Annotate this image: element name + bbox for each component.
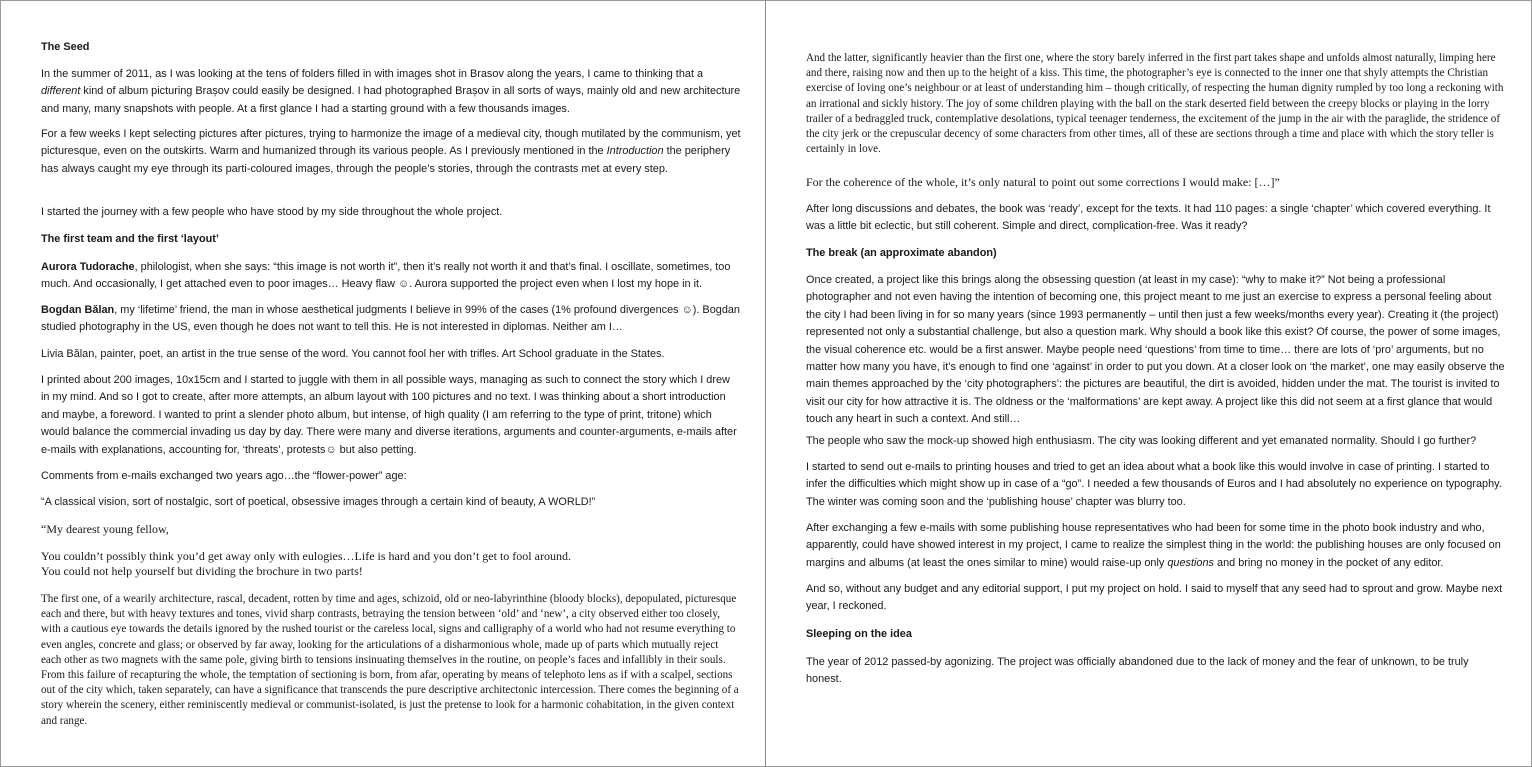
quote-classical-vision: “A classical vision, sort of nostalgic, sort of poetical, obsessive images through a certain kind of beauty, A WORLD!” [41,496,596,508]
paragraph-printed-images: I printed about 200 images, 10x15cm and I started to juggle with them in all possible ways, managing as such to connect the story which I drew in my mind. And so I got to create, after more attempts, an album layout with 100 pictures and no text. I was thinking about a short introduction and maybe, a foreword. I wanted to print a slender photo album, but intense, of high quality (I am referring to the type of print, tritone) which would balance the commercial invading us day by day. There were many and diverse iterations, arguments and counter-arguments, e-mails after e-mails with explanations, accounting for, ‘threats’, protests☺ but also petting. [41,374,737,456]
paragraph-on-hold: And so, without any budget and any editorial support, I put my project on hold. I said to myself that any seed had to sprout and grow. Maybe next year, I reckoned. [806,583,1503,613]
paragraph-why-make-it: Once created, a project like this brings along the obsessing question (at least in my case): “why to make it?” Not being a professional photographer and not even having the intention of becoming one, this project meant to me just an exercise to express a personal feeling about the city I had been living in for so many years (since 1993 permanently – until then just a few weeks/months every year). Creating it (the project) represented not only a substantial challenge, but also a question mark. Why should a book like this exist? Of course, the power of some images, the visual coherence etc. would be a first answer. Maybe people need ‘questions’ from time to time… there are lots of ‘pro’ arguments, but no matter how many you have, it’s enough to find one ‘against’ in order to put you down. At a closer look on ‘the market’, one may easily observe the main themes approached by the ‘city photographers’: the pictures are beautiful, the dirt is avoided, hidden under the mat. The tourist is invited to visit our city for how attractive it is. The oldness or the ‘malformations’ are kept away. A project like this did not seem at a first glance that would touch any heart in such a context. And still… [806,274,1505,426]
paragraph-2012: The year of 2012 passed-by agonizing. The project was officially abandoned due to the lack of money and the fear of unknown, to be truly honest. [806,656,1469,686]
paragraph-seed-2: For a few weeks I kept selecting pictures after pictures, trying to harmonize the image of a medieval city, though mutilated by the communism, yet picturesque, even on the outskirts. Warm and humanized through its various people. As I previously mentioned in the Introduction the periphery has always caught my eye through its parti-coloured images, through the people’s stories, through the contrasts met at every step. [41,128,741,175]
paragraph-publishing-houses: After exchanging a few e-mails with some publishing house representatives who had been for some time in the photo book industry and who, apparently, could have showed interest in my project, I came to realize the simplest thing in the world: the publishing houses are only focused on margins and albums (at least the ones similar to mine) would raise-up only questions and bring no money in the pocket of any editor. [806,522,1501,569]
paragraph-comments-intro: Comments from e-mails exchanged two years ago…the “flower-power” age: [41,470,407,482]
heading-the-break: The break (an approximate abandon) [806,247,997,259]
left-page [41,0,741,767]
quote-eulogies [41,549,741,579]
quote-line-two-parts: You could not help yourself but dividing the brochure in two parts! [41,564,363,579]
quote-corrections: For the coherence of the whole, it’s only natural to point out some corrections I would make: […]” [806,175,1280,189]
heading-first-team: The first team and the first ‘layout’ [41,233,219,245]
paragraph-aurora: Aurora Tudorache, philologist, when she says: “this image is not worth it”, then it’s really not worth it and that’s final. I oscillate, sometimes, too much. And occasionally, I get attached even to poor images… Heavy flaw ☺. Aurora supported the project even when I lost my hope in it. [41,261,731,291]
heading-sleeping: Sleeping on the idea [806,628,912,640]
paragraph-seed-3: I started the journey with a few people who have stood by my side throughout the whole project. [41,206,503,218]
quote-first-part: The first one, of a wearily architecture, rascal, decadent, rotten by time and ages, schizoid, old or neo-labyrinthine (bloody blocks), depopulated, picturesque each and there, but with heavy textures and tones, vivid sharp contrasts, betraying the tension between ‘old’ and ‘new’, a city observed either too closely, with a cautious eye towards the details ignored by the rushed tourist or the careless local, signs and calligraphy of a world who had not resume everything to even angles, concrete and glass; or observed by far away, looking for the articulations of a disharmonious whole, made up of parts which mutually reject each other as two magnets with the same pole, giving birth to tensions insinuating themselves in the routine, on people’s faces and infallibly in their souls. From this failure of recapturing the whole, the temptation of sectioning is born, from afar, operating by means of telephoto lens as if with a scalpel, sections out of the city which, taken separately, can have a significance that transcends the pure descriptive architectonic intercession. There comes the beginning of a story wherein the scenery, either reminiscently medieval or communist-isolated, is just the pretense to look for a harmonic cohabitation, in the given context and range. [41,593,739,727]
quote-dearest-fellow: “My dearest young fellow, [41,522,169,536]
paragraph-bogdan: Bogdan Bălan, my ‘lifetime’ friend, the man in whose aesthetical judgments I believe in 99% of the cases (1% profound divergences ☺). Bogdan studied photography in the US, even though he does not want to tell this. He is not interested in diplomas. Neither am I… [41,304,740,334]
paragraph-seed-1: In the summer of 2011, as I was looking at the tens of folders filled in with images shot in Brasov along the years, I came to thinking that a different kind of album picturing Brașov could easily be designed. I had photographed Brașov in all sorts of ways, mainly old and new architecture and many, many snapshots with people. At a first glance I had a starting ground with a few thousands images. [41,68,741,115]
quote-latter-part: And the latter, significantly heavier than the first one, where the story barely inferred in the first part takes shape and unfolds almost naturally, limping here and there, raising now and then up to the height of a kiss. This time, the photographer’s eye is connected to the inner one that shyly attempts the Christian exercise of loving one’s neighbour or at least of understanding him – though critically, of respecting the human dignity rumpled by too long a reckoning with an irrational and sickly history. The joy of some children playing with the ball on the stark deserted field between the creepy blocks or playing in the lorry trailer of a bedraggled truck, contemplative desolations, typical teenager tenderness, the excitement of the jump in the air with the paraglide, the stridence of the city jerk or the crepuscular decency of some characters from other times, all of these are sections through a time and place with which the story teller is certainly in love. [806,52,1504,156]
paragraph-book-ready: After long discussions and debates, the book was ‘ready’, except for the texts. It had 110 pages: a single ‘chapter’ which covered everything. It was a little bit eclectic, but still coherent. Simple and direct, complication-free. Was it ready? [806,203,1491,233]
paragraph-printing-houses: I started to send out e-mails to printing houses and tried to get an idea about what a book like this would involve in case of printing. I started to infer the difficulties which might show up in case of a “go”. I needed a few thousands of Euros and I had absolutely no experience on typography. The winter was coming soon and the ‘publishing house’ chapter was blurry too. [806,461,1502,508]
heading-the-seed: The Seed [41,41,90,53]
quote-line-eulogies: You couldn’t possibly think you’d get away only with eulogies…Life is hard and you don’t get to fool around. [41,549,571,563]
paragraph-livia: Livia Bălan, painter, poet, an artist in the true sense of the word. You cannot fool her with trifles. Art School graduate in the States. [41,348,665,360]
right-page [806,0,1506,767]
page-divider [765,0,766,767]
paragraph-mockup: The people who saw the mock-up showed high enthusiasm. The city was looking different and yet emanated normality. Should I go further? [806,435,1477,447]
